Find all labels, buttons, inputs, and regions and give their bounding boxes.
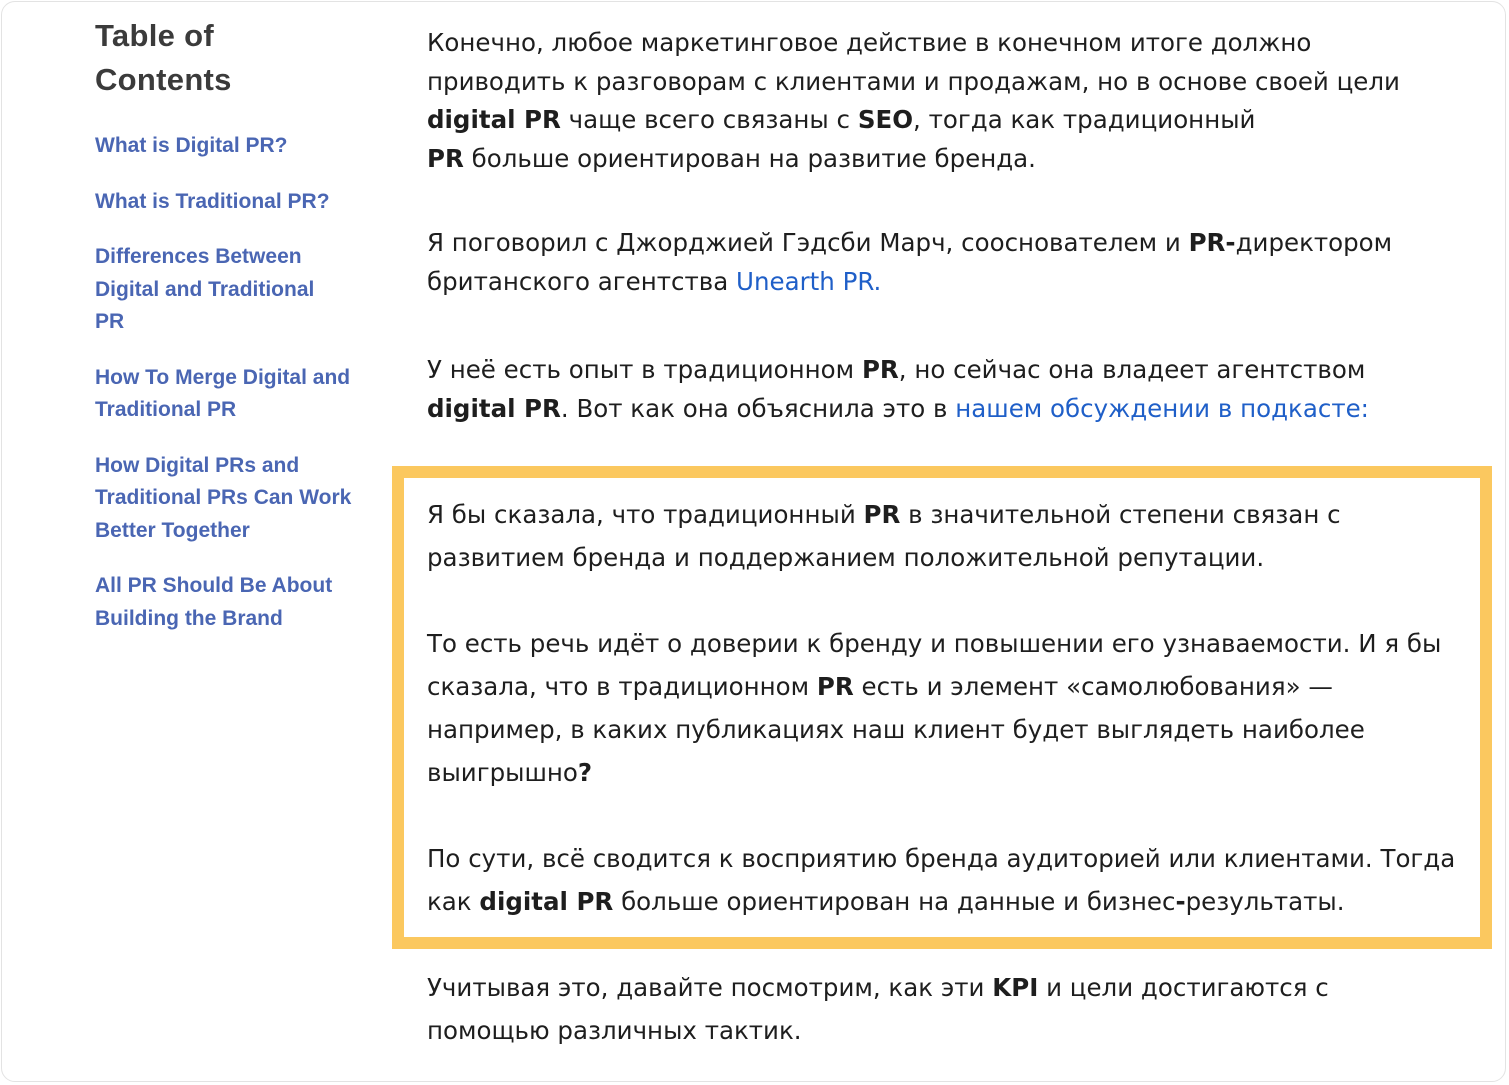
bold-text: digital PR xyxy=(479,887,614,916)
bold-text: PR- xyxy=(1188,228,1236,257)
toc-link-what-is-traditional-pr[interactable]: What is Traditional PR? xyxy=(95,189,330,213)
toc-link-building-the-brand[interactable]: All PR Should Be About Building the Brand xyxy=(95,574,333,630)
toc-link-work-better-together[interactable]: How Digital PRs and Traditional PRs Can Work Better Together xyxy=(95,453,352,542)
toc-link-differences[interactable]: Differences Between Digital and Traditional PR xyxy=(95,245,315,333)
text: Я поговорил с Джорджией Гэдсби Марч, сооснователем и xyxy=(427,228,1189,257)
text: , тогда как традиционный xyxy=(913,105,1256,134)
bold-text: PR xyxy=(863,500,901,529)
text: в значительной степени связан с развитием бренда и поддержанием положительной репутации. xyxy=(427,500,1341,572)
paragraph-experience xyxy=(427,351,1447,428)
text: результаты. xyxy=(1185,887,1345,916)
paragraph-outro-wrap xyxy=(427,966,1487,1052)
text: и цели достигаются с помощью различных тактик. xyxy=(427,973,1329,1045)
text: больше ориентирован на данные и бизнес xyxy=(613,887,1176,916)
toc-link-what-is-digital-pr[interactable]: What is Digital PR? xyxy=(95,134,288,157)
quote-paragraph-3 xyxy=(427,837,1472,923)
bold-text: - xyxy=(1175,887,1186,916)
bold-text: PR xyxy=(861,355,899,384)
toc-title: Table of Contents xyxy=(95,18,232,97)
bold-text: digital PR xyxy=(427,393,561,423)
paragraph-interview xyxy=(427,224,1467,301)
text: Конечно, любое маркетинговое действие в конечном итоге должно приводить к разговорам с клиентами и продажам, но в основе своей цели xyxy=(427,28,1400,96)
podcast-discussion-link[interactable]: нашем обсуждении в подкасте: xyxy=(955,393,1369,423)
text: Учитывая это, давайте посмотрим, как эти xyxy=(427,973,993,1002)
text: больше ориентирован на развитие бренда. xyxy=(463,143,1036,173)
text: То есть речь идёт о доверии к бренду и повышении его узнаваемости. И я бы сказала, что в традиционном xyxy=(427,629,1442,701)
bold-text: SEO xyxy=(857,105,914,134)
bold-text: ? xyxy=(577,758,593,787)
toc-link-how-to-merge[interactable]: How To Merge Digital and Traditional PR xyxy=(95,365,351,421)
text: По сути, всё сводится к восприятию бренда аудиторией или клиентами. Тогда как xyxy=(427,844,1456,916)
quote-block xyxy=(427,493,1472,923)
text: . Вот как она объяснила это в xyxy=(560,393,956,423)
text: У неё есть опыт в традиционном xyxy=(427,355,862,384)
paragraph-outro xyxy=(427,966,1387,1052)
text: , но сейчас она владеет агентством xyxy=(898,355,1366,384)
quote-paragraph-2 xyxy=(427,622,1467,794)
text: директором британского агентства xyxy=(427,228,1393,296)
text: Я бы сказала, что традиционный xyxy=(427,500,864,529)
unearth-pr-link[interactable]: Unearth PR. xyxy=(736,266,882,296)
bold-text: digital PR xyxy=(427,105,561,134)
bold-text: PR xyxy=(816,672,854,701)
bold-text: PR xyxy=(427,143,464,173)
paragraph-intro xyxy=(427,24,1417,178)
article-body xyxy=(427,24,1487,428)
table-of-contents xyxy=(95,14,365,658)
quote-paragraph-1 xyxy=(427,493,1417,579)
text: чаще всего связаны с xyxy=(560,105,858,134)
bold-text: KPI xyxy=(992,973,1039,1002)
text: есть и элемент «самолюбования» — например, в каких публикациях наш клиент будет выглядеть наиболее выигрышно xyxy=(427,672,1365,787)
